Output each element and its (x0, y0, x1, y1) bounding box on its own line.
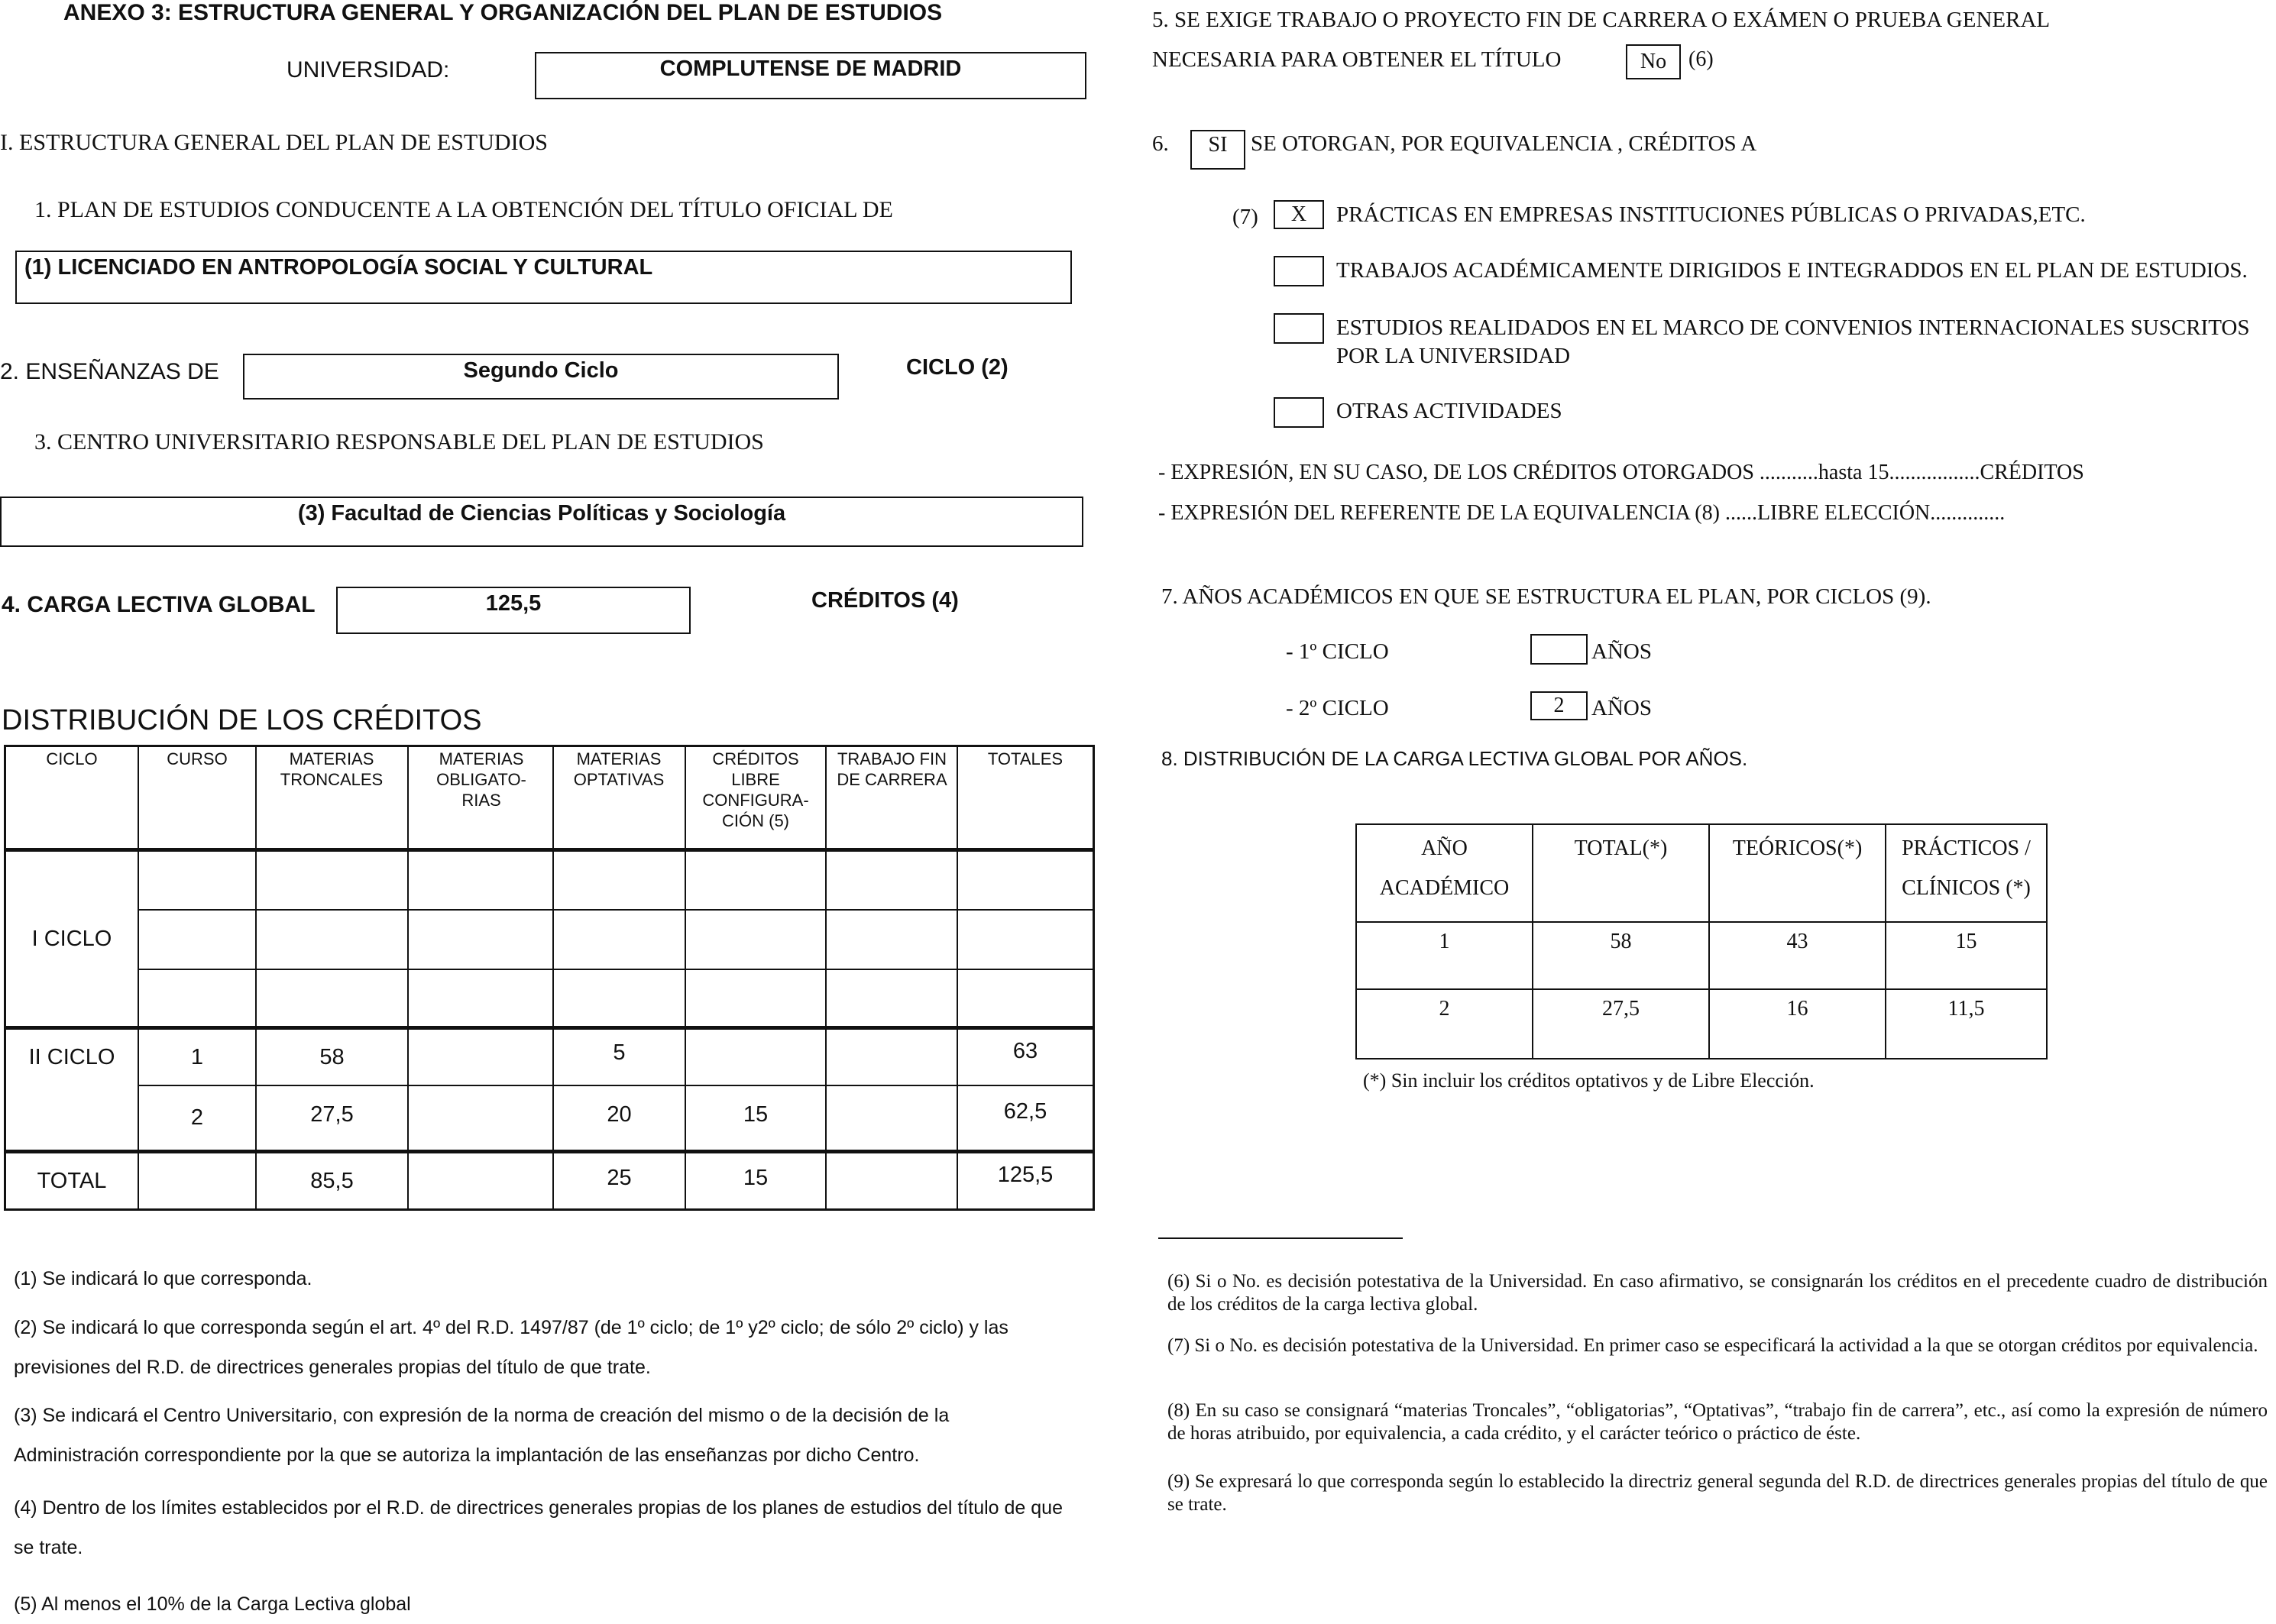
section5-note: (6) (1688, 47, 1714, 71)
section5-line1: 5. SE EXIGE TRABAJO O PROYECTO FIN DE CARRERA O EXÁMEN O PRUEBA GENERAL (1152, 8, 2051, 32)
header-libre: CRÉDITOS LIBRE CONFIGURA-CIÓN (5) (702, 749, 809, 830)
section5-line2: NECESARIA PARA OBTENER EL TÍTULO (1152, 47, 1562, 72)
header-troncales: MATERIAS TRONCALES (280, 749, 384, 789)
titulo-value: (1) LICENCIADO EN ANTROPOLOGÍA SOCIAL Y CULTURAL (24, 255, 653, 280)
row1-optativas: 5 (613, 1040, 626, 1065)
footnote-4: (4) Dentro de los límites establecidos por el R.D. de directrices generales propias de los planes de estudios del título de que se trate. (14, 1497, 1063, 1558)
expr-referente: - EXPRESIÓN DEL REFERENTE DE LA EQUIVALENCIA (8) ......LIBRE ELECCIÓN.............. (1158, 501, 2006, 525)
anos-row2-ano: 2 (1439, 997, 1450, 1021)
total-label: TOTAL (37, 1168, 107, 1193)
ciclo-ii-label: II CICLO (28, 1044, 115, 1069)
ciclo1-unit: AÑOS (1591, 639, 1652, 664)
centro-value: (3) Facultad de Ciencias Políticas y Sociología (297, 501, 786, 526)
total-curso (139, 1153, 255, 1208)
trabajo-fin-value: No (1640, 50, 1667, 73)
anos-row1-teoricos: 43 (1786, 930, 1808, 953)
item1-label: 1. PLAN DE ESTUDIOS CONDUCENTE A LA OBTENCIÓN DEL TÍTULO OFICIAL DE (34, 197, 893, 222)
trabajo-fin-answer (1626, 44, 1681, 79)
universidad-value: COMPLUTENSE DE MADRID (659, 57, 962, 81)
option-practicas-mark: X (1290, 202, 1307, 226)
row2-optativas: 20 (607, 1102, 632, 1127)
option-trabajos-label: TRABAJOS ACADÉMICAMENTE DIRIGIDOS E INTEGRADDOS EN EL PLAN DE ESTUDIOS. (1336, 258, 2248, 283)
footnote-7: (7) Si o No. es decisión potestativa de la Universidad. En primer caso se especificará la actividad a la que se otorgan créditos por equivalencia. (1167, 1335, 2258, 1356)
option-estudios-checkbox (1274, 313, 1324, 344)
row2-totales: 62,5 (1003, 1099, 1047, 1124)
section6-prefix: 6. (1152, 131, 1169, 156)
item4-label: 4. CARGA LECTIVA GLOBAL (2, 592, 316, 617)
option-otras-checkbox (1274, 397, 1324, 428)
option-trabajos-checkbox (1274, 256, 1324, 286)
footnote-3: (3) Se indicará el Centro Universitario, con expresión de la norma de creación del mismo o de la decisión de la Administración correspondiente por la que se autoriza la implantación de las enseñanzas por dicho Centro. (14, 1405, 950, 1466)
footnote-5: (5) Al menos el 10% de la Carga Lectiva global (14, 1593, 411, 1615)
page-title: ANEXO 3: ESTRUCTURA GENERAL Y ORGANIZACIÓN DEL PLAN DE ESTUDIOS (63, 0, 943, 25)
ciclo1-label: - 1º CICLO (1286, 639, 1389, 664)
header-trabajo: TRABAJO FIN DE CARRERA (837, 749, 947, 789)
header-optativas: MATERIAS OPTATIVAS (573, 749, 665, 789)
footnote-6: (6) Si o No. es decisión potestativa de la Universidad. En caso afirmativo, se consignarán los créditos en el precedente cuadro de distribución de los créditos de la carga lectiva global. (1167, 1271, 2268, 1315)
row1-obligatorias (409, 1030, 552, 1085)
header-ano-academico: AÑO ACADÉMICO (1379, 836, 1510, 900)
ciclo-suffix: CICLO (2) (906, 355, 1008, 380)
footnote-1: (1) Se indicará lo que corresponda. (14, 1268, 312, 1289)
option-otras-label: OTRAS ACTIVIDADES (1336, 399, 1562, 423)
ensenanzas-value: Segundo Ciclo (463, 358, 619, 383)
total-totales: 125,5 (997, 1162, 1054, 1187)
total-trabajo (827, 1153, 957, 1208)
titulo-field (15, 251, 1072, 304)
section7-label: 7. AÑOS ACADÉMICOS EN QUE SE ESTRUCTURA EL PLAN, POR CICLOS (9). (1161, 584, 1931, 609)
anos-row2-teoricos: 16 (1786, 997, 1808, 1021)
anos-row1-ano: 1 (1439, 930, 1450, 953)
row2-libre: 15 (743, 1102, 769, 1127)
ciclo2-label: - 2º CICLO (1286, 696, 1389, 720)
carga-value: 125,5 (485, 591, 542, 616)
row2-trabajo (827, 1086, 957, 1150)
row2-curso: 2 (190, 1105, 204, 1130)
anos-row2-total: 27,5 (1602, 997, 1640, 1021)
header-totales: TOTALES (987, 749, 1064, 768)
row2-troncales: 27,5 (310, 1102, 354, 1127)
ensenanzas-field (243, 354, 839, 400)
centro-field (0, 497, 1083, 547)
ciclo1-anos-field (1530, 634, 1588, 665)
total-optativas: 25 (607, 1165, 632, 1190)
option-estudios-label: ESTUDIOS REALIDADOS EN EL MARCO DE CONVENIOS INTERNACIONALES SUSCRITOS (1336, 315, 2250, 340)
header-ciclo: CICLO (46, 749, 98, 768)
item2-label: 2. ENSEÑANZAS DE (0, 359, 219, 384)
total-libre: 15 (743, 1165, 769, 1190)
ciclo2-unit: AÑOS (1591, 696, 1652, 720)
row1-troncales: 58 (319, 1044, 345, 1069)
header-total: TOTAL(*) (1574, 836, 1668, 860)
row1-totales: 63 (1012, 1038, 1038, 1063)
distribution-title: DISTRIBUCIÓN DE LOS CRÉDITOS (2, 704, 482, 736)
row2-obligatorias (409, 1086, 552, 1150)
carga-field (336, 587, 691, 634)
section8-note: (*) Sin incluir los créditos optativos y de Libre Elección. (1363, 1069, 1815, 1092)
total-obligatorias (409, 1153, 552, 1208)
ciclo-i-label: I CICLO (31, 926, 112, 951)
row1-trabajo (827, 1030, 957, 1085)
section6-note7: (7) (1232, 205, 1258, 229)
section6-label: SE OTORGAN, POR EQUIVALENCIA , CRÉDITOS A (1251, 131, 1757, 156)
option-estudios-label2: POR LA UNIVERSIDAD (1336, 344, 1571, 368)
anos-row1-practicos: 15 (1955, 930, 1977, 953)
item3-label: 3. CENTRO UNIVERSITARIO RESPONSABLE DEL PLAN DE ESTUDIOS (34, 429, 764, 455)
header-curso: CURSO (167, 749, 228, 768)
header-practicos: PRÁCTICOS / CLÍNICOS (*) (1902, 836, 2031, 900)
option-practicas-label: PRÁCTICAS EN EMPRESAS INSTITUCIONES PÚBLICAS O PRIVADAS,ETC. (1336, 202, 2086, 227)
row1-curso: 1 (190, 1044, 204, 1069)
ciclo2-anos-value: 2 (1553, 694, 1565, 717)
section-i-heading: I. ESTRUCTURA GENERAL DEL PLAN DE ESTUDIOS (0, 130, 548, 155)
footnote-8: (8) En su caso se consignará “materias Troncales”, “obligatorias”, “Optativas”, “trabajo fin de carrera”, etc., así como la expresión de número de horas atribuido, por equivalencia, a cada crédito, y el carácter teórico o práctico de éste. (1167, 1400, 2268, 1444)
expr-creditos: - EXPRESIÓN, EN SU CASO, DE LOS CRÉDITOS OTORGADOS ...........hasta 15.................CRÉDITOS (1158, 461, 2084, 484)
section8-label: 8. DISTRIBUCIÓN DE LA CARGA LECTIVA GLOBAL POR AÑOS. (1161, 747, 1748, 770)
universidad-label: UNIVERSIDAD: (287, 57, 450, 82)
anos-row2-practicos: 11,5 (1947, 997, 1985, 1021)
header-obligatorias: MATERIAS OBLIGATO-RIAS (436, 749, 526, 810)
footnote-2: (2) Se indicará lo que corresponda según el art. 4º del R.D. 1497/87 (de 1º ciclo; de 1º y2º ciclo; de sólo 2º ciclo) y las previsiones del R.D. de directrices generales propias del título de que trate. (14, 1317, 1008, 1378)
universidad-field (535, 52, 1086, 99)
ciclo2-anos-field (1530, 691, 1588, 720)
footnote-divider (1158, 1237, 1403, 1239)
row1-libre (686, 1030, 825, 1085)
header-teoricos: TEÓRICOS(*) (1732, 836, 1863, 860)
total-troncales: 85,5 (310, 1168, 354, 1193)
option-practicas-checkbox (1274, 200, 1324, 229)
equivalencia-value: SI (1208, 133, 1228, 157)
creditos-suffix: CRÉDITOS (4) (811, 588, 959, 613)
anos-row1-total: 58 (1610, 930, 1632, 953)
footnote-9: (9) Se expresará lo que corresponda según lo establecido la directriz general segunda del R.D. de directrices generales propias del título de que se trate. (1167, 1471, 2268, 1515)
equivalencia-answer (1190, 130, 1245, 170)
